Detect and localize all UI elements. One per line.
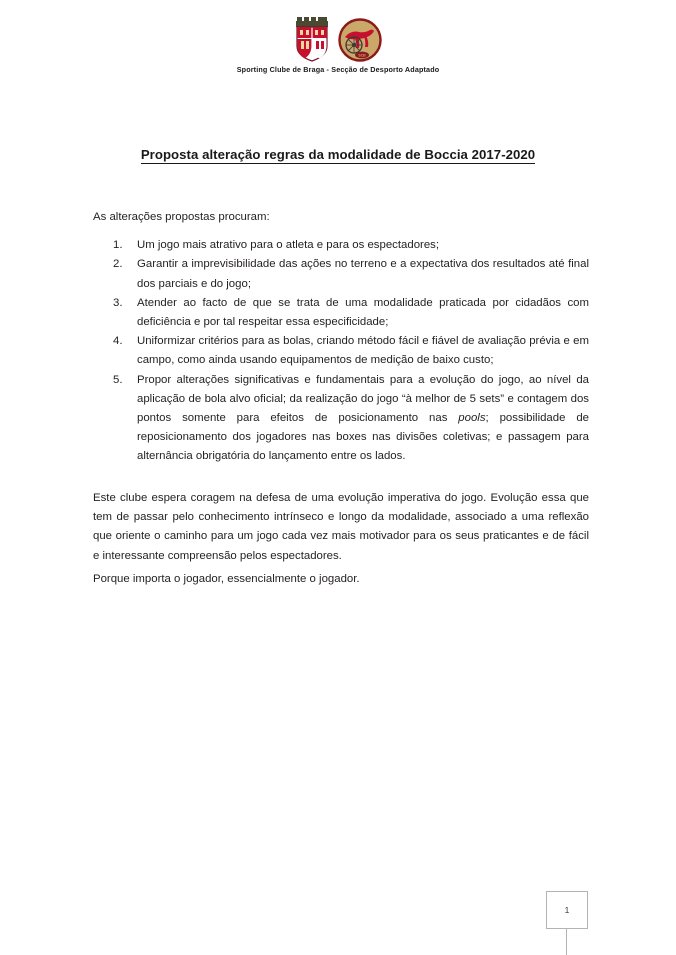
svg-text:SCB: SCB <box>358 53 366 58</box>
list-item <box>93 332 589 370</box>
letterhead <box>0 16 676 74</box>
list-item <box>93 255 589 293</box>
sc-braga-crest-icon <box>294 16 330 62</box>
page-number: 1 <box>546 891 588 929</box>
list-item <box>93 236 589 255</box>
letterhead-caption: Sporting Clube de Braga - Secção de Desporto Adaptado <box>236 65 440 74</box>
page-title-text: Proposta alteração regras da modalidade de Boccia 2017-2020 <box>140 147 536 162</box>
list-item-text-composite <box>137 371 589 467</box>
page-title <box>88 147 588 162</box>
closing-paragraph-2: Porque importa o jogador, essencialmente o jogador. <box>93 573 360 585</box>
adapted-sport-emblem-icon <box>338 18 382 62</box>
list-item-text: Garantir a imprevisibilidade das ações no terreno e a expectativa dos resultados até final dos parciais e do jogo; <box>137 258 589 290</box>
list-item-text: Atender ao facto de que se trata de uma modalidade praticada por cidadãos com deficiência e por tal respeitar essa especificidade; <box>137 296 589 329</box>
document-body <box>93 208 589 467</box>
page-number-marker <box>546 891 588 929</box>
page-number-stem <box>566 929 567 955</box>
list-item-text-part1: Propor alterações significativas e fundamentais para a evolução do jogo, ao nível da aplicação de bola alvo oficial; da realização do jogo “à melhor de 5 sets” e contagem dos pontos somente para efeitos de posicionamento nas <box>137 373 589 425</box>
closing-paragraph-1: Este clube espera coragem na defesa de uma evolução imperativa do jogo. Evolução essa que tem de passar pelo conhecimento intrínseco e longo da modalidade, associado a uma reflexão que oriente o caminho para um jogo cada vez mais motivador para os seus praticantes e de fácil e interessante compreensão pelos espectadores. <box>93 492 589 562</box>
logo-row <box>294 16 382 62</box>
emphasis-pools: pools <box>458 412 486 425</box>
list-item-text: Um jogo mais atrativo para o atleta e para os espectadores; <box>137 239 440 252</box>
list-item-text-part2: ; possibilidade de reposicionamento dos jogadores nas boxes nas divisões coletivas; e passagem para alternância obrigatória do lançamento entre os lados. <box>137 412 590 463</box>
proposal-list <box>93 236 589 466</box>
list-item <box>93 371 589 467</box>
list-item-text: Uniformizar critérios para as bolas, criando método fácil e fiável de avaliação prévia e em campo, como ainda usando equipamentos de medição de baixo custo; <box>137 335 589 367</box>
intro-line: As alterações propostas procuram: <box>93 211 270 223</box>
list-item <box>93 294 589 332</box>
